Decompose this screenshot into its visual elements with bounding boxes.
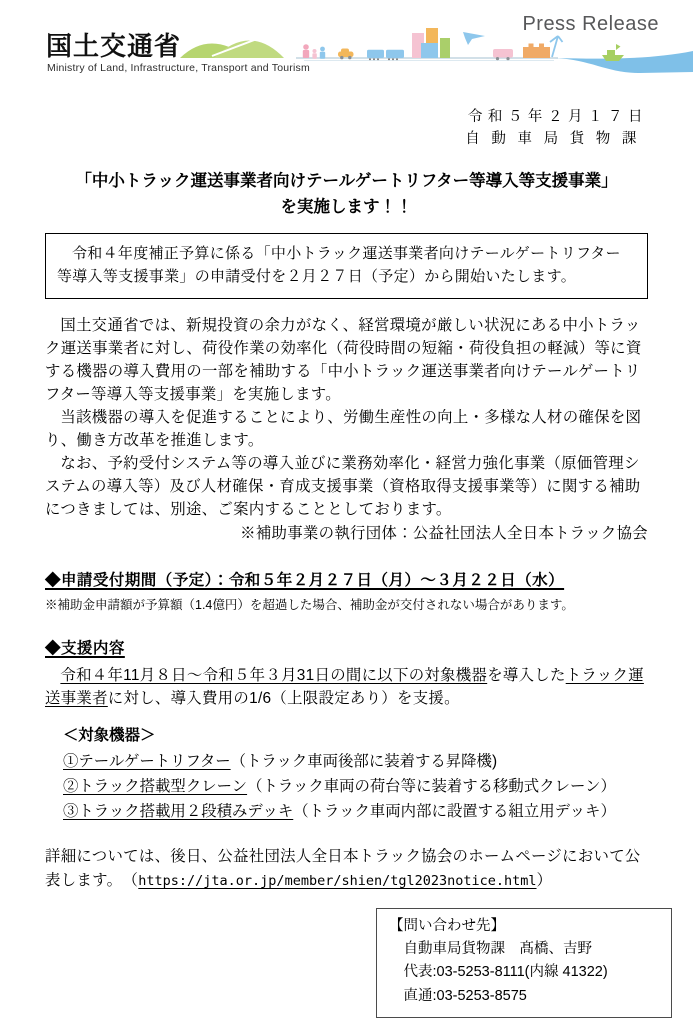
equipment-description: （トラック車両後部に装着する昇降機) [230,752,498,770]
list-item-tailgate-lifter [63,750,648,775]
contact-tel-main: 代表:03-5253-8111(内線 41322) [403,964,608,981]
agency-name-en: Ministry of Land, Infrastructure, Transport and Tourism [47,62,310,74]
contact-area [0,908,672,1018]
support-intro-middle: を導入した [487,666,566,684]
page-title-line2: を実施します！！ [280,197,413,216]
header-illustration-icon [178,26,693,78]
contact-box [376,908,672,1018]
target-equipment-list [63,724,648,825]
contact-department: 自動車局貨物課 髙橋、吉野 [403,941,592,958]
closing-text: 詳細については、後日、公益社団法人全日本トラック協会のホームページにおいて公表します。 （ [45,847,641,890]
equipment-description: （トラック車両内部に設置する組立用デッキ） [293,802,616,820]
release-date: 令和５年２月１７日 [467,109,648,125]
equipment-description: （トラック車両の荷台等に装着する移動式クレーン） [247,777,616,795]
equipment-name: ①テールゲートリフター [63,752,231,770]
section-support-details [45,636,648,658]
application-period-heading: ◆申請受付期間（予定）：令和５年２月２７日（月）～３月２２日（水） [45,571,565,589]
body-text [45,314,648,545]
contact-tel-direct: 直通:03-5253-8575 [403,987,527,1004]
list-item-truck-crane [63,775,648,800]
buildings-icon [412,28,450,58]
closing-paragraph [45,845,648,894]
summary-text: 令和４年度補正予算に係る「中小トラック運送事業者向けテールゲートリフター等導入等支援事業」の申請受付を２月２７日（予定）から開始いたします。 [57,245,621,286]
ship-icon [602,44,624,61]
page-title [30,169,663,220]
support-intro-underlined-period: 令和４年11月８日～令和５年３月31日の間に以下の対象機器 [60,666,488,684]
hills-icon [180,34,284,58]
factory-icon [523,36,563,58]
agency-name: 国土交通省 [46,31,182,61]
page-title-line1: 「中小トラック運送事業者向けテールゲートリフター等導入等支援事業」 [75,171,618,190]
list-item-two-tier-deck [63,800,648,825]
ground-line-icon [296,58,558,61]
section-application-period [45,568,648,590]
document-meta [45,106,648,151]
support-intro-underlined-target: トラック運送事業者 [45,666,644,707]
header [0,0,693,92]
body-paragraph-1: 国土交通省では、新規投資の余力がなく、経営環境が厳しい状況にある中小トラック運送事業者に対し、荷役作業の効率化（荷役時間の短縮・荷役負担の軽減）等に資する機器の導入費用の一部を補助する「中小トラック運送事業者向けテールゲートリフター等導入等支援事業」を実施します。 [45,316,642,403]
application-period-note: ※補助金申請額が予算額（1.4億円）を超過した場合、補助金が交付されない場合があります。 [45,597,574,612]
equipment-name: ②トラック搭載型クレーン [63,777,248,795]
support-details-heading: ◆支援内容 [45,639,125,657]
equipment-name: ③トラック搭載用２段積みデッキ [63,802,294,820]
executor-note: ※補助事業の執行団体：公益社団法人全日本トラック協会 [240,524,648,542]
issuing-department: 自動車局貨物課 [465,131,648,148]
closing-text-after: ） [536,872,553,890]
wave-icon [555,51,693,73]
pedestrians-icon [303,44,325,59]
summary-box [45,233,648,299]
body-paragraph-2: 当該機器の導入を促進することにより、労働生産性の向上・多様な人材の確保を図り、働き方改革を推進します。 [45,409,642,450]
contact-heading: 【問い合わせ先】 [389,917,505,934]
airplane-icon [463,32,485,45]
support-intro-rest: に対し、導入費用の1/6（上限設定あり）を支援。 [107,689,460,707]
target-equipment-heading: ＜対象機器＞ [63,726,156,744]
body-paragraph-3: なお、予約受付システム等の導入並びに業務効率化・経営力強化事業（原価管理システムの導入等）及び人材確保・育成支援事業（資格取得支援事業等）に関する補助につきましては、別途、ご案内することとしております。 [45,455,641,519]
support-intro [45,664,648,710]
jta-homepage-link[interactable]: https://jta.or.jp/member/shien/tgl2023notice.html [138,873,537,890]
press-release-label: Press Release [522,13,659,35]
